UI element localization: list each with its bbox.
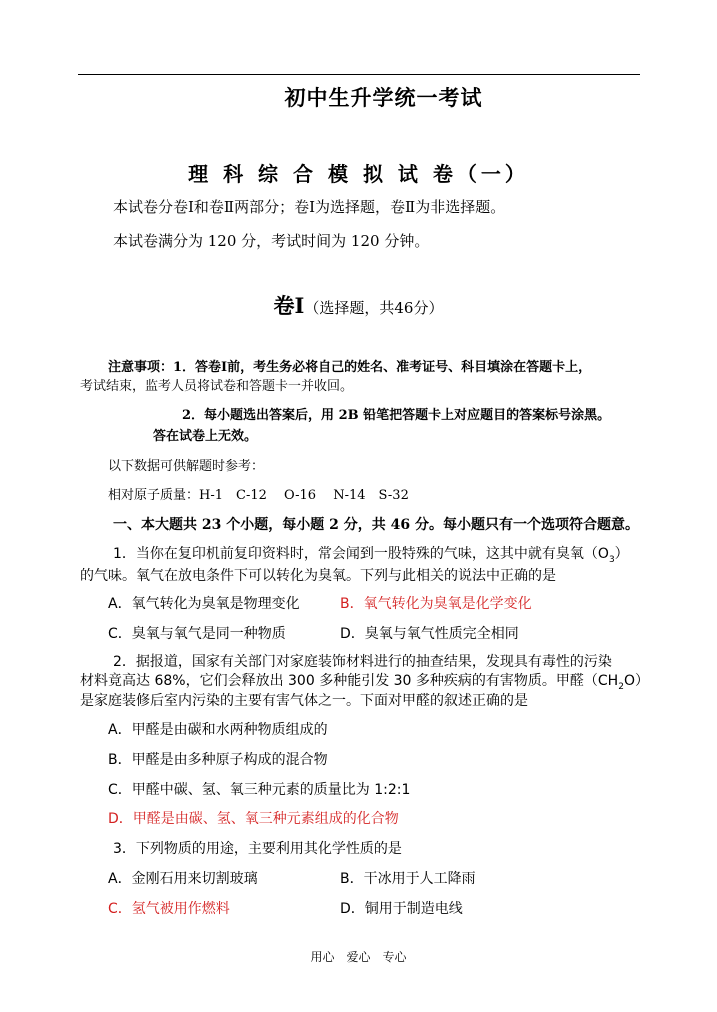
q1-option-a: A．氧气转化为臭氧是物理变化 (108, 596, 300, 612)
reference-line-1: 以下数据可供解题时参考： (108, 459, 265, 474)
notice-item1-a: ：1．答卷Ⅰ前，考生务必将自己的姓名、准考证号、科目填涂在答题卡上， (160, 360, 592, 375)
section-one-heading: 一、本大题共 23 个小题，每小题 2 分，共 46 分。每小题只有一个选项符合题意。 (113, 517, 639, 533)
notice-head: 注意事项 (108, 360, 161, 375)
notice-item2-a: 2．每小题选出答案后，用 2B 铅笔把答题卡上对应题目的答案标号涂黑。 (182, 408, 611, 423)
volume-heading (0, 290, 717, 320)
q3-option-a: A．金刚石用来切割玻璃 (108, 871, 258, 887)
q2-option-d-answer: D．甲醛是由碳、氢、氧三种元素组成的化合物 (108, 811, 399, 827)
notice-line-2: 考试结束，监考人员将试卷和答题卡一并收回。 (80, 379, 354, 394)
q1-line1-sub: 3 (608, 554, 615, 565)
q1-option-b-answer: B．氧气转化为臭氧是化学变化 (340, 596, 532, 612)
top-rule (78, 74, 640, 75)
page-footer: 用心 爱心 专心 (310, 950, 407, 964)
q2-line-2 (80, 670, 649, 692)
exam-title: 初中生升学统一考试 (284, 85, 483, 110)
q3-option-b: B．干冰用于人工降雨 (340, 871, 476, 887)
paper-title: 理 科 综 合 模 拟 试 卷（一） (188, 162, 529, 186)
q2-line-3: 是家庭装修后室内污染的主要有害气体之一。下面对甲醛的叙述正确的是 (80, 693, 528, 709)
q2-line-1: 2．据报道，国家有关部门对家庭装饰材料进行的抽查结果，发现具有毒性的污染 (113, 654, 612, 670)
q1-line1-post: ） (614, 546, 629, 562)
intro-line-1: 本试卷分卷Ⅰ和卷Ⅱ两部分；卷Ⅰ为选择题，卷Ⅱ为非选择题。 (113, 198, 506, 216)
q1-line-2: 的气味。氧气在放电条件下可以转化为臭氧。下列与此相关的说法中正确的是 (80, 568, 556, 584)
q2-option-a: A．甲醛是由碳和水两种物质组成的 (108, 722, 328, 738)
notice-line-3 (182, 404, 610, 423)
q2-option-c: C．甲醛中碳、氢、氧三种元素的质量比为 1:2:1 (108, 782, 411, 798)
q2-line2-text: 材料竟高达 68%，它们会释放出 300 多种能引发 30 多种疾病的有害物质。甲醛（CH (80, 673, 619, 689)
q2-line2-post: O） (623, 673, 649, 689)
q3-option-c-answer: C．氢气被用作燃料 (108, 901, 230, 917)
q3-option-d: D．铜用于制造电线 (340, 901, 463, 917)
q1-option-c: C．臭氧与氧气是同一种物质 (108, 626, 286, 642)
q2-option-b: B．甲醛是由多种原子构成的混合物 (108, 752, 328, 768)
q2-line2-sub: 2 (618, 681, 624, 692)
q1-line-1 (113, 543, 629, 565)
intro-line-2: 本试卷满分为 120 分，考试时间为 120 分钟。 (113, 232, 430, 250)
notice-line-1 (108, 356, 591, 375)
volume-label: 卷Ⅰ (273, 293, 305, 318)
notice-item2-b: 答在试卷上无效。 (153, 429, 258, 444)
notice-line-4 (153, 425, 257, 444)
q1-option-d: D．臭氧与氧气性质完全相同 (340, 626, 519, 642)
volume-subtitle: （选择题，共46分） (304, 299, 444, 317)
q1-line1-pre: 1．当你在复印机前复印资料时，常会闻到一股特殊的气味，这其中就有臭氧（O (113, 546, 609, 562)
reference-line-2: 相对原子质量：H-1 C-12 O-16 N-14 S-32 (108, 488, 409, 503)
q3-line-1: 3．下列物质的用途，主要利用其化学性质的是 (113, 841, 402, 857)
